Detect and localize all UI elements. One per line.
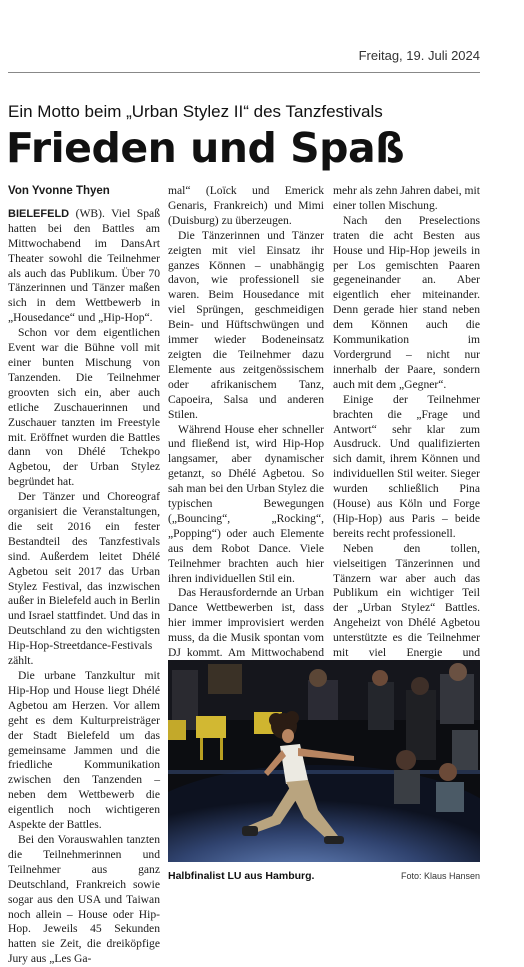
dateline-place: BIELEFELD	[8, 207, 70, 220]
article-photo	[168, 660, 480, 862]
paragraph: Das Herausfordernde an Urban Dance Wettbewerben ist, dass hier immer improvisiert werden muss, da die Musik spontan vom DJ kommt. Am Mittwochabend	[168, 586, 324, 660]
paragraph: Bei den Vorauswahlen tanzten die Teilnehmerinnen und Teilnehmer aus ganz Deutschland, Frankreich sowie sogar aus den USA und Taiwan noch allein – House oder Hip-Hop. Jeweils 45 Sekunden hatten sie Zeit, die dreiköpfige Jury aus „Les Ga-	[8, 832, 160, 966]
article-column-2	[168, 184, 324, 706]
header-rule	[8, 72, 480, 73]
paragraph: mal“ (Loïck und Emerick Genaris, Frankreich) und Mimi (Duisburg) zu überzeugen.	[168, 184, 324, 227]
paragraph	[8, 207, 160, 326]
article-headline: Frieden und Spaß	[6, 124, 405, 172]
date-line: Freitag, 19. Juli 2024	[358, 48, 480, 63]
paragraph-text: (WB). Viel Spaß hatten bei den Battles am Mittwochabend im DansArt Theater sowohl die Teilnehmer als auch das Publikum. Über 70 Tänzerinnen und Tänzer maßen sich in dem Wettbewerb in „Housedance“ und „Hip-Hop“.	[8, 206, 160, 325]
dancer-photo-illustration	[168, 660, 480, 862]
paragraph: mehr als zehn Jahren dabei, mit einer tollen Mischung.	[333, 184, 480, 212]
photo-credit: Foto: Klaus Hansen	[400, 871, 480, 881]
article-column-3	[333, 184, 480, 721]
paragraph: Neben den tollen, vielseitigen Tänzerinnen und Tänzern war aber auch das Publikum ein wichtiger Teil der „Urban Stylez“ Battles. Angeheizt von Dhélé Agbetou unterstützte es die Teilnehmer mit viel Energie und	[333, 541, 480, 660]
article-column-1	[8, 184, 160, 967]
paragraph: Die Tänzerinnen und Tänzer zeigten mit viel Einsatz ihr ganzes Können – unabhängig davon, wie professionell sie waren. Beim Housedance mit viel Sprüngen, geschmeidigen Bein- und Hüftschwüngen und immer wieder Bodeneinsatz zeigten die Teilnehmer dazu Elemente aus zeitgenössischem oder afrikanischem Tanz, Capoeira, Salsa und anderen Stilen.	[168, 228, 324, 421]
paragraph: Nach den Preselections traten die acht Besten aus House und Hip-Hop jeweils in per Los gemischten Paaren gegeneinander an. Aber eigentlich eher miteinander. Denn gerade hier stand neben dem Können auch die Kommunikation im Vordergrund – nicht nur innerhalb der Paare, sondern auch mit dem „Gegner“.	[333, 213, 480, 391]
paragraph: Einige der Teilnehmer brachten die „Frage und Antwort“ sehr klar zum Ausdruck. Und qualifizierten sich damit, ihrem Können und individuellen Stil weiter. Sieger wurden schließlich Pina (House) aus Köln und Forge (Hip-Hop) aus Paris – beide bereits recht professionell.	[333, 392, 480, 540]
photo-caption: Halbfinalist LU aus Hamburg.	[168, 870, 315, 882]
paragraph: Die urbane Tanzkultur mit Hip-Hop und House liegt Dhélé Agbetou am Herzen. Vor allem geht es dem Kulturpreisträger der Stadt Bielefeld um das gemeinsame Jammen und die friedliche Kommunikation zwischen den Tanzenden – neben dem Wettbewerb die eigentlich noch wichtigeren Aspekte der Battles.	[8, 669, 160, 832]
article-author: Von Yvonne Thyen	[8, 185, 110, 197]
article-kicker: Ein Motto beim „Urban Stylez II“ des Tanzfestivals	[8, 102, 383, 121]
paragraph: Schon vor dem eigentlichen Event war die Bühne voll mit einer bunten Mischung von Tanzenden. Die Teilnehmer groovten sich ein, aber auch etliche Zuschauerinnen und Zuschauer tanzten im Freestyle mit. Eröffnet wurden die Battles dann von Dhélé Tchekpo Agbetou, der Urban Stylez begründet hat.	[8, 326, 160, 489]
paragraph: Der Tänzer und Choreograf organisiert die Veranstaltungen, die seit 2016 ein fester Bestandteil des Tanzfestivals sind. Außerdem leitet Dhélé Agbetou seit 2017 das Urban Stylez Festival, das inzwischen außer in Bielefeld auch in Berlin und Israel stattfindet. Und das in Deutschland zu den wichtigsten Hip-Hop-Streetdance-Festivals zählt.	[8, 490, 160, 668]
paragraph: Während House eher schneller und fließend ist, wird Hip-Hop langsamer, aber dynamischer getanzt, so Dhélé Agbetou. So sah man bei den Urban Stylez die typischen Bewegungen („Bouncing“, „Rocking“, „Popping“) oder auch Elemente aus dem Robot Dance. Viele Teilnehmer brachten auch hier ihren individuellen Stil ein.	[168, 422, 324, 585]
